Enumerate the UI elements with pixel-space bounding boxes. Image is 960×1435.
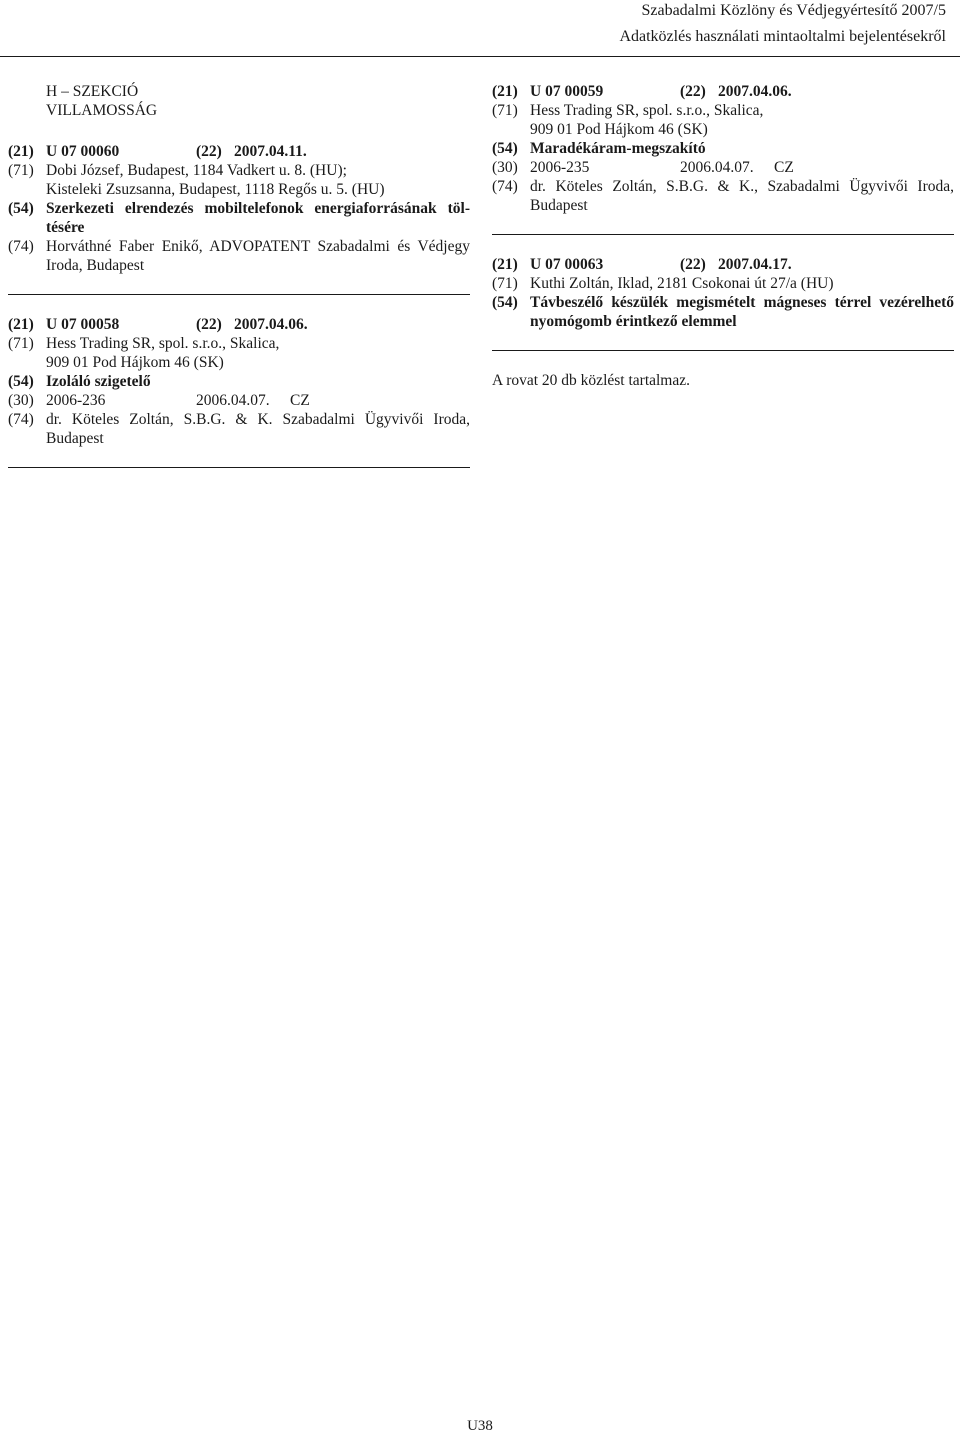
applicant-continued: 909 01 Pod Hájkom 46 (SK)	[46, 354, 224, 371]
applicant-continued: 909 01 Pod Hájkom 46 (SK)	[530, 121, 708, 138]
section-code: H – SZEKCIÓ	[46, 83, 139, 100]
filing-date: 2007.04.11.	[234, 143, 307, 160]
priority-country: CZ	[290, 392, 310, 409]
application-number: U 07 00059	[530, 83, 604, 100]
agent-continued: Budapest	[530, 197, 588, 214]
priority-country: CZ	[774, 159, 794, 176]
right-column	[492, 82, 954, 390]
invention-title-continued: nyomógomb érintkező elemmel	[530, 313, 737, 330]
inid-54: (54)	[492, 294, 518, 311]
inid-22: (22)	[680, 256, 706, 273]
invention-title: Szerkezeti elrendezés mobiltelefonok energiaforrásának töl-	[46, 200, 470, 217]
inid-30: (30)	[8, 392, 34, 409]
publication-entry	[8, 315, 470, 448]
inid-74: (74)	[492, 178, 518, 195]
entry-divider	[8, 467, 470, 468]
inid-71: (71)	[492, 275, 518, 292]
applicant: Hess Trading SR, spol. s.r.o., Skalica,	[46, 335, 280, 352]
applicant: Hess Trading SR, spol. s.r.o., Skalica,	[530, 102, 764, 119]
applicant-continued: Kisteleki Zsuzsanna, Budapest, 1118 Regős u. 5. (HU)	[46, 181, 385, 198]
inid-74: (74)	[8, 411, 34, 428]
inid-21: (21)	[8, 316, 34, 333]
publication-entry	[492, 255, 954, 331]
filing-date: 2007.04.06.	[718, 83, 792, 100]
agent: dr. Köteles Zoltán, S.B.G. & K., Szabadalmi Ügyvivői Iroda,	[530, 178, 954, 195]
inid-74: (74)	[8, 238, 34, 255]
applicant: Kuthi Zoltán, Iklad, 2181 Csokonai út 27/a (HU)	[530, 275, 834, 292]
inid-22: (22)	[680, 83, 706, 100]
inid-21: (21)	[492, 83, 518, 100]
filing-date: 2007.04.17.	[718, 256, 792, 273]
agent-continued: Iroda, Budapest	[46, 257, 145, 274]
invention-title: Maradékáram-megszakító	[530, 140, 706, 157]
inid-21: (21)	[8, 143, 34, 160]
publication-entry	[8, 142, 470, 275]
inid-22: (22)	[196, 316, 222, 333]
invention-title: Távbeszélő készülék megismételt mágneses térrel vezérelhető	[530, 294, 954, 311]
inid-71: (71)	[8, 162, 34, 179]
agent: Horváthné Faber Enikő, ADVOPATENT Szabadalmi és Védjegy	[46, 238, 470, 255]
inid-71: (71)	[8, 335, 34, 352]
inid-30: (30)	[492, 159, 518, 176]
priority-number: 2006-235	[530, 159, 590, 176]
left-column	[8, 82, 470, 468]
application-number: U 07 00063	[530, 256, 604, 273]
inid-54: (54)	[8, 200, 34, 217]
section-name: VILLAMOSSÁG	[46, 102, 158, 119]
application-number: U 07 00060	[46, 143, 120, 160]
inid-21: (21)	[492, 256, 518, 273]
priority-number: 2006-236	[46, 392, 106, 409]
inid-54: (54)	[492, 140, 518, 157]
applicant: Dobi József, Budapest, 1184 Vadkert u. 8. (HU);	[46, 162, 347, 179]
filing-date: 2007.04.06.	[234, 316, 308, 333]
inid-54: (54)	[8, 373, 34, 390]
journal-title: Szabadalmi Közlöny és Védjegyértesítő 2007/5	[641, 2, 946, 19]
priority-date: 2006.04.07.	[196, 392, 270, 409]
header-rule	[0, 56, 960, 57]
inid-22: (22)	[196, 143, 222, 160]
invention-title: Izoláló szigetelő	[46, 373, 151, 390]
inid-71: (71)	[492, 102, 518, 119]
section-summary: A rovat 20 db közlést tartalmaz.	[492, 372, 690, 389]
page-number: U38	[467, 1418, 493, 1434]
application-number: U 07 00058	[46, 316, 120, 333]
page-subtitle: Adatközlés használati mintaoltalmi bejelentésekről	[619, 28, 946, 45]
invention-title-continued: tésére	[46, 219, 85, 236]
agent: dr. Köteles Zoltán, S.B.G. & K. Szabadalmi Ügyvivői Iroda,	[46, 411, 470, 428]
priority-date: 2006.04.07.	[680, 159, 754, 176]
agent-continued: Budapest	[46, 430, 104, 447]
publication-entry	[492, 82, 954, 215]
